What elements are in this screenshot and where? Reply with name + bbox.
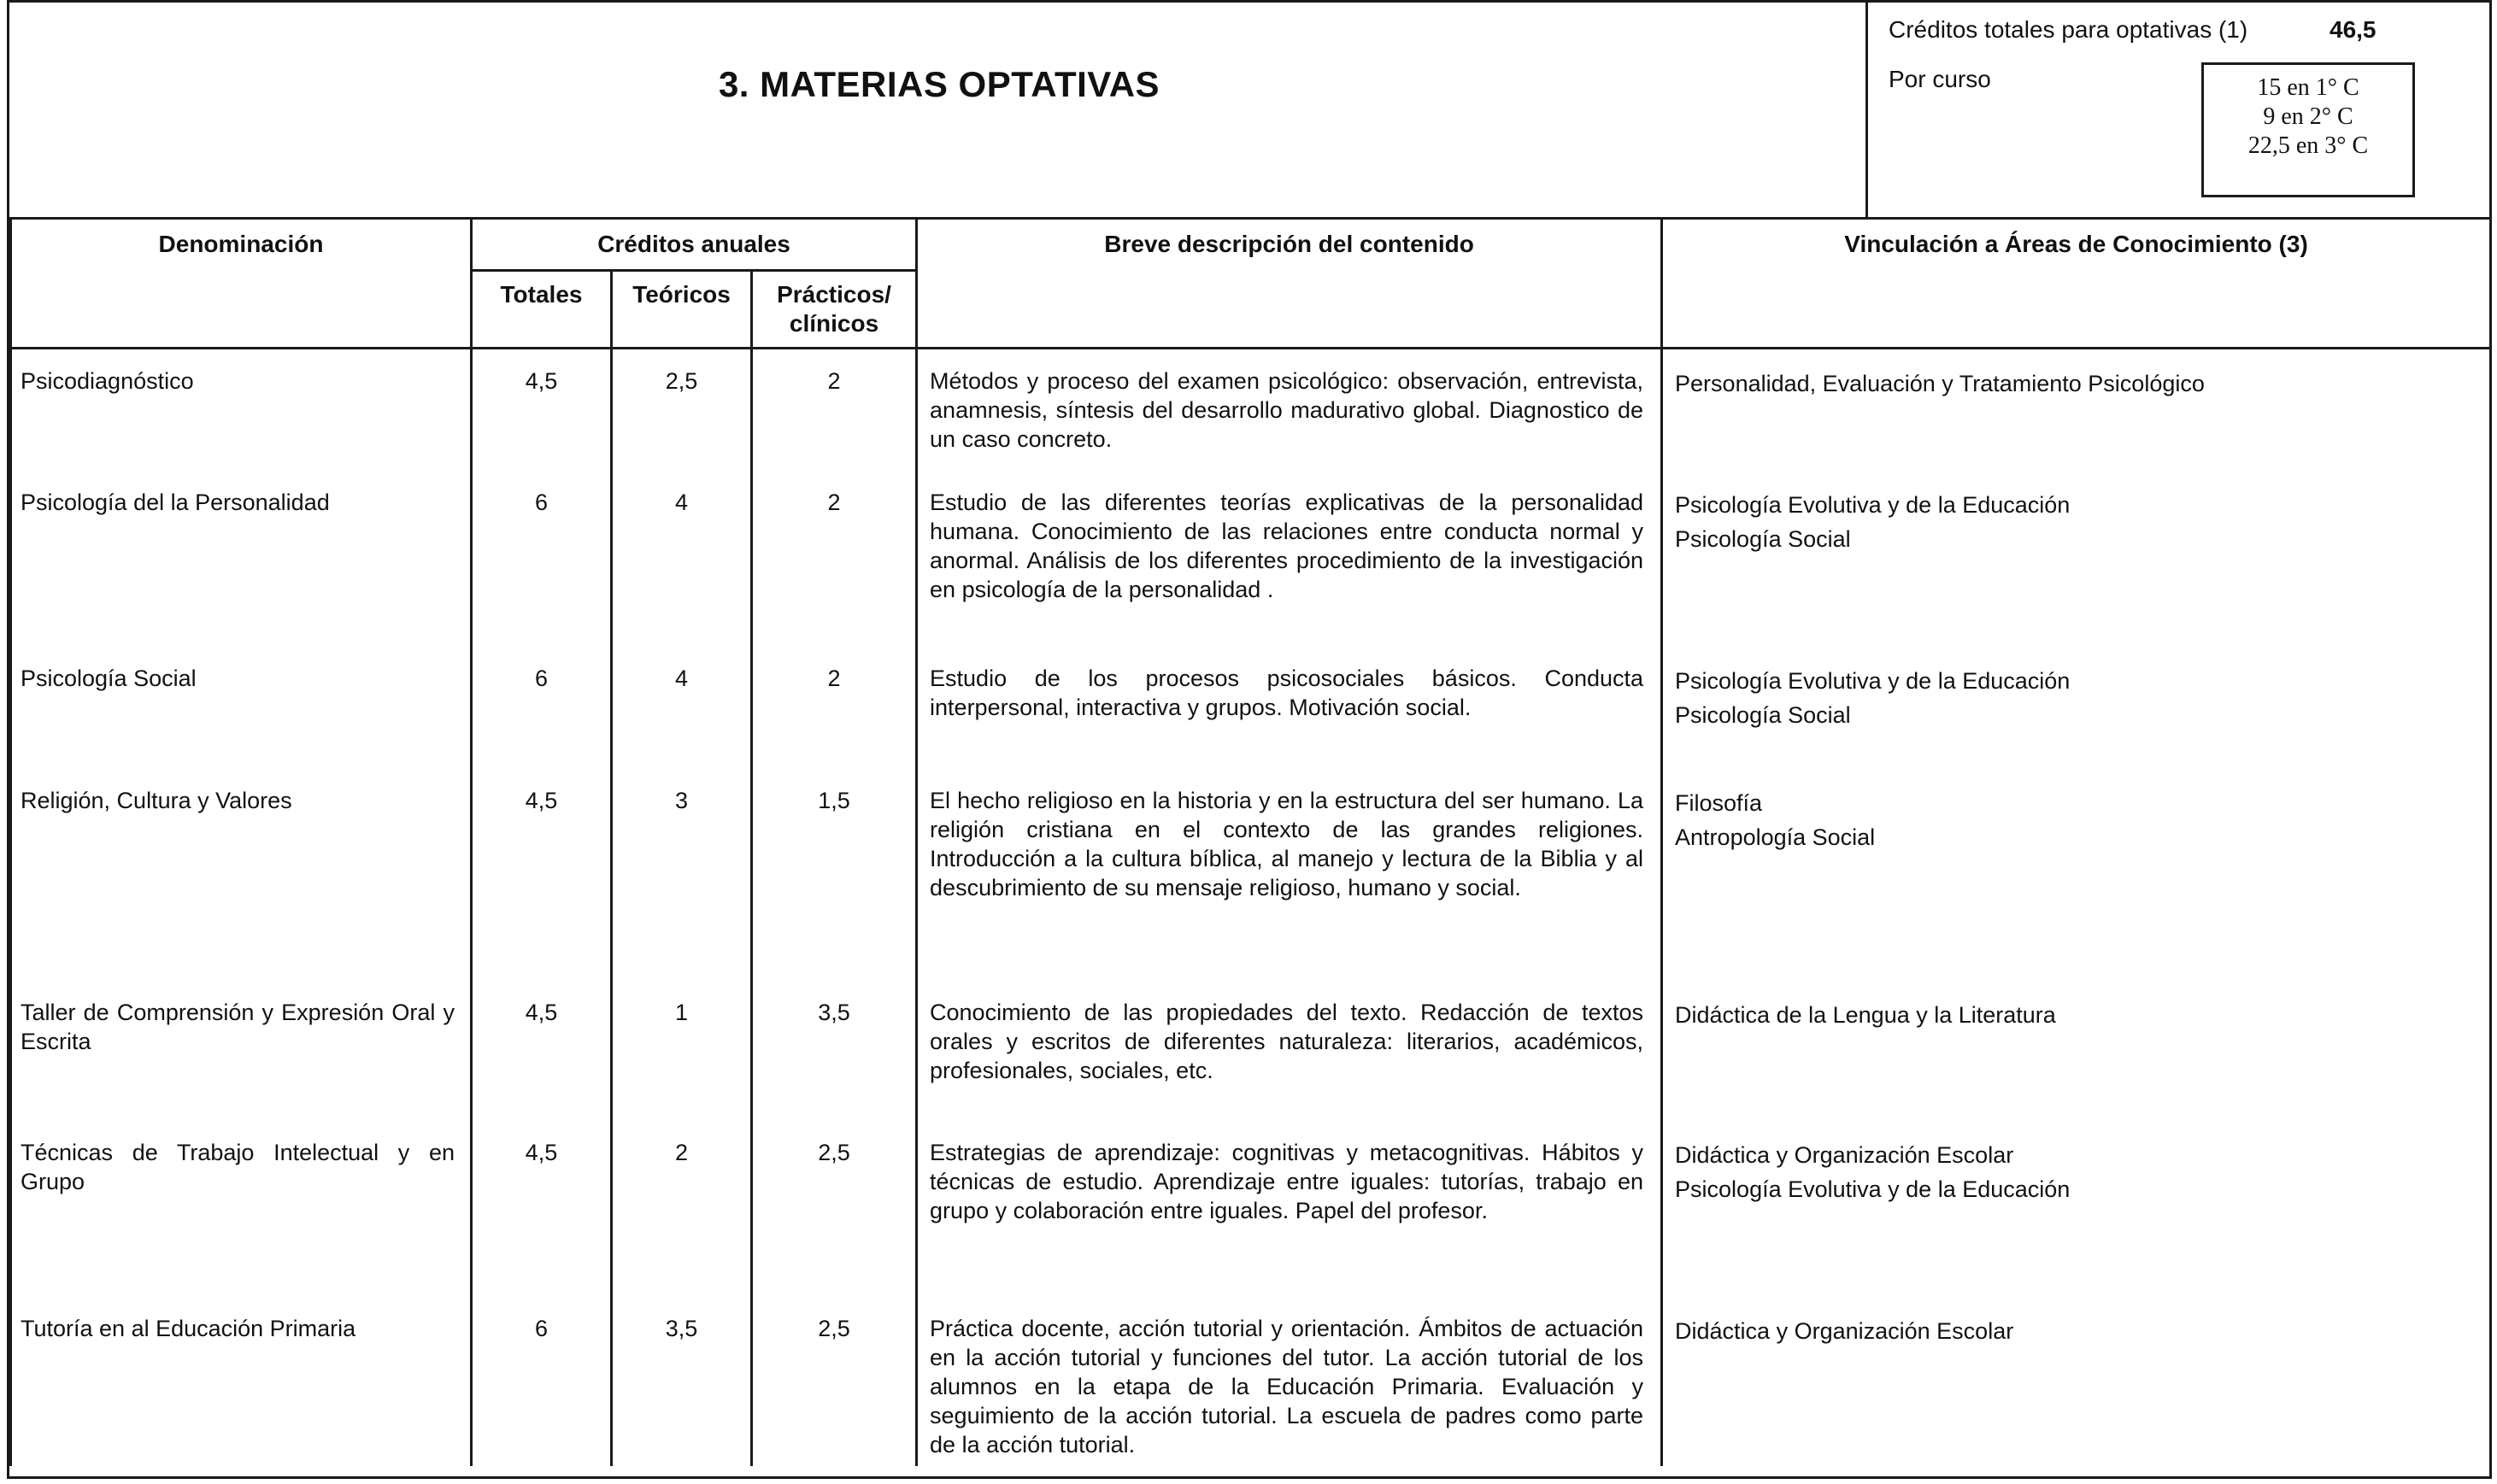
area-item: Antropología Social: [1675, 824, 1876, 850]
area-item: Psicología Evolutiva y de la Educación: [1675, 1176, 2071, 1202]
per-course-2: 9 en 2° C: [2263, 103, 2353, 130]
col-practicos: Prácticos/ clínicos: [752, 271, 917, 349]
document-page: [7, 0, 2492, 1479]
col-totales: Totales: [472, 271, 612, 349]
subject-name: Psicología Social: [11, 647, 472, 769]
subject-name: Tutoría en al Educación Primaria: [11, 1297, 472, 1466]
credits-total: 6: [472, 1297, 612, 1466]
col-creditos: Créditos anuales: [472, 220, 917, 271]
per-course-3: 22,5 en 3° C: [2247, 132, 2369, 159]
area-item: Didáctica y Organización Escolar: [1675, 1317, 2014, 1344]
credits-total: 4,5: [472, 981, 612, 1121]
area-item: Personalidad, Evaluación y Tratamiento Psicológico: [1675, 371, 2205, 396]
knowledge-areas: [1662, 981, 2491, 1121]
table-row: [11, 981, 2491, 1121]
credits-practice: 2: [752, 349, 917, 471]
area-item: Psicología Social: [1675, 701, 1851, 728]
header: [9, 3, 2489, 220]
credits-value: 46,5: [2330, 16, 2377, 43]
subject-name: Religión, Cultura y Valores: [11, 769, 472, 981]
col-descripcion: Breve descripción del contenido: [917, 220, 1662, 349]
subject-name: Psicodiagnóstico: [11, 349, 472, 471]
table-row: [11, 1297, 2491, 1466]
credits-theory: 1: [612, 981, 752, 1121]
col-teoricos: Teóricos: [612, 271, 752, 349]
area-item: Psicología Evolutiva y de la Educación: [1675, 667, 2071, 694]
credits-label: Créditos totales para optativas (1): [1889, 16, 2248, 43]
credits-total: 4,5: [472, 769, 612, 981]
credits-theory: 2: [612, 1121, 752, 1297]
subject-name: Psicología del la Personalidad: [11, 471, 472, 647]
table-row: [11, 769, 2491, 981]
credits-theory: 3,5: [612, 1297, 752, 1466]
credits-practice: 3,5: [752, 981, 917, 1121]
knowledge-areas: [1662, 349, 2491, 471]
subject-name: Técnicas de Trabajo Intelectual y en Grupo: [11, 1121, 472, 1297]
credits-total: 4,5: [472, 1121, 612, 1297]
subject-description: Conocimiento de las propiedades del texto. Redacción de textos orales y escritos de diferentes naturaleza: literarios, académicos, profesionales, sociales, etc.: [917, 981, 1662, 1121]
table-row: [11, 1121, 2491, 1297]
subject-description: Práctica docente, acción tutorial y orientación. Ámbitos de actuación en la acción tutorial y funciones del tutor. La acción tutorial de los alumnos en la etapa de la Educación Primaria. Evaluación y seguimiento de la acción tutorial. La escuela de padres como parte de la acción tutorial.: [917, 1297, 1662, 1466]
credits-theory: 4: [612, 471, 752, 647]
knowledge-areas: [1662, 1121, 2491, 1297]
table-row: [11, 349, 2491, 471]
subject-description: Estudio de los procesos psicosociales básicos. Conducta interpersonal, interactiva y grupos. Motivación social.: [917, 647, 1662, 769]
area-item: Didáctica y Organización Escolar: [1675, 1141, 2014, 1168]
credits-practice: 2,5: [752, 1297, 917, 1466]
credits-practice: 2,5: [752, 1121, 917, 1297]
credits-panel: [1865, 3, 2489, 217]
area-item: Didáctica de la Lengua y la Literatura: [1675, 1001, 2056, 1028]
area-item: Filosofía: [1675, 789, 1763, 816]
credits-total: 6: [472, 647, 612, 769]
knowledge-areas: [1662, 471, 2491, 647]
table-row: [11, 471, 2491, 647]
subject-description: Métodos y proceso del examen psicológico: observación, entrevista, anamnesis, síntesis del desarrollo madurativo global. Diagnostico de un caso concreto.: [917, 349, 1662, 471]
credits-total: 4,5: [472, 349, 612, 471]
per-course-1: 15 en 1° C: [2257, 74, 2359, 101]
credits-theory: 2,5: [612, 349, 752, 471]
per-course-label: Por curso: [1889, 66, 1991, 92]
subjects-table: [9, 220, 2492, 1466]
subject-description: Estudio de las diferentes teorías explicativas de la personalidad humana. Conocimiento de las relaciones entre conducta normal y anormal. Análisis de los diferentes procedimiento de la investigación en psicología de la personalidad .: [917, 471, 1662, 647]
credits-theory: 3: [612, 769, 752, 981]
credits-total: 6: [472, 471, 612, 647]
page-title: 3. MATERIAS OPTATIVAS: [718, 64, 1160, 104]
col-denominacion: Denominación: [11, 220, 472, 349]
knowledge-areas: [1662, 1297, 2491, 1466]
knowledge-areas: [1662, 769, 2491, 981]
table-row: [11, 647, 2491, 769]
credits-practice: 2: [752, 471, 917, 647]
credits-theory: 4: [612, 647, 752, 769]
subject-description: El hecho religioso en la historia y en la estructura del ser humano. La religión cristiana en el contexto de las grandes religiones. Introducción a la cultura bíblica, al manejo y lectura de la Biblia y al descubrimiento de su mensaje religioso, humano y social.: [917, 769, 1662, 981]
area-item: Psicología Social: [1675, 525, 1851, 552]
area-item: Psicología Evolutiva y de la Educación: [1675, 491, 2071, 518]
subject-name: Taller de Comprensión y Expresión Oral y Escrita: [11, 981, 472, 1121]
credits-practice: 1,5: [752, 769, 917, 981]
subject-description: Estrategias de aprendizaje: cognitivas y metacognitivas. Hábitos y técnicas de estudio. Aprendizaje entre iguales: tutorías, trabajo en grupo y colaboración entre iguales. Papel del profesor.: [917, 1121, 1662, 1297]
credits-practice: 2: [752, 647, 917, 769]
knowledge-areas: [1662, 647, 2491, 769]
per-course-box: [2201, 62, 2415, 197]
col-vinculacion: Vinculación a Áreas de Conocimiento (3): [1662, 220, 2491, 349]
